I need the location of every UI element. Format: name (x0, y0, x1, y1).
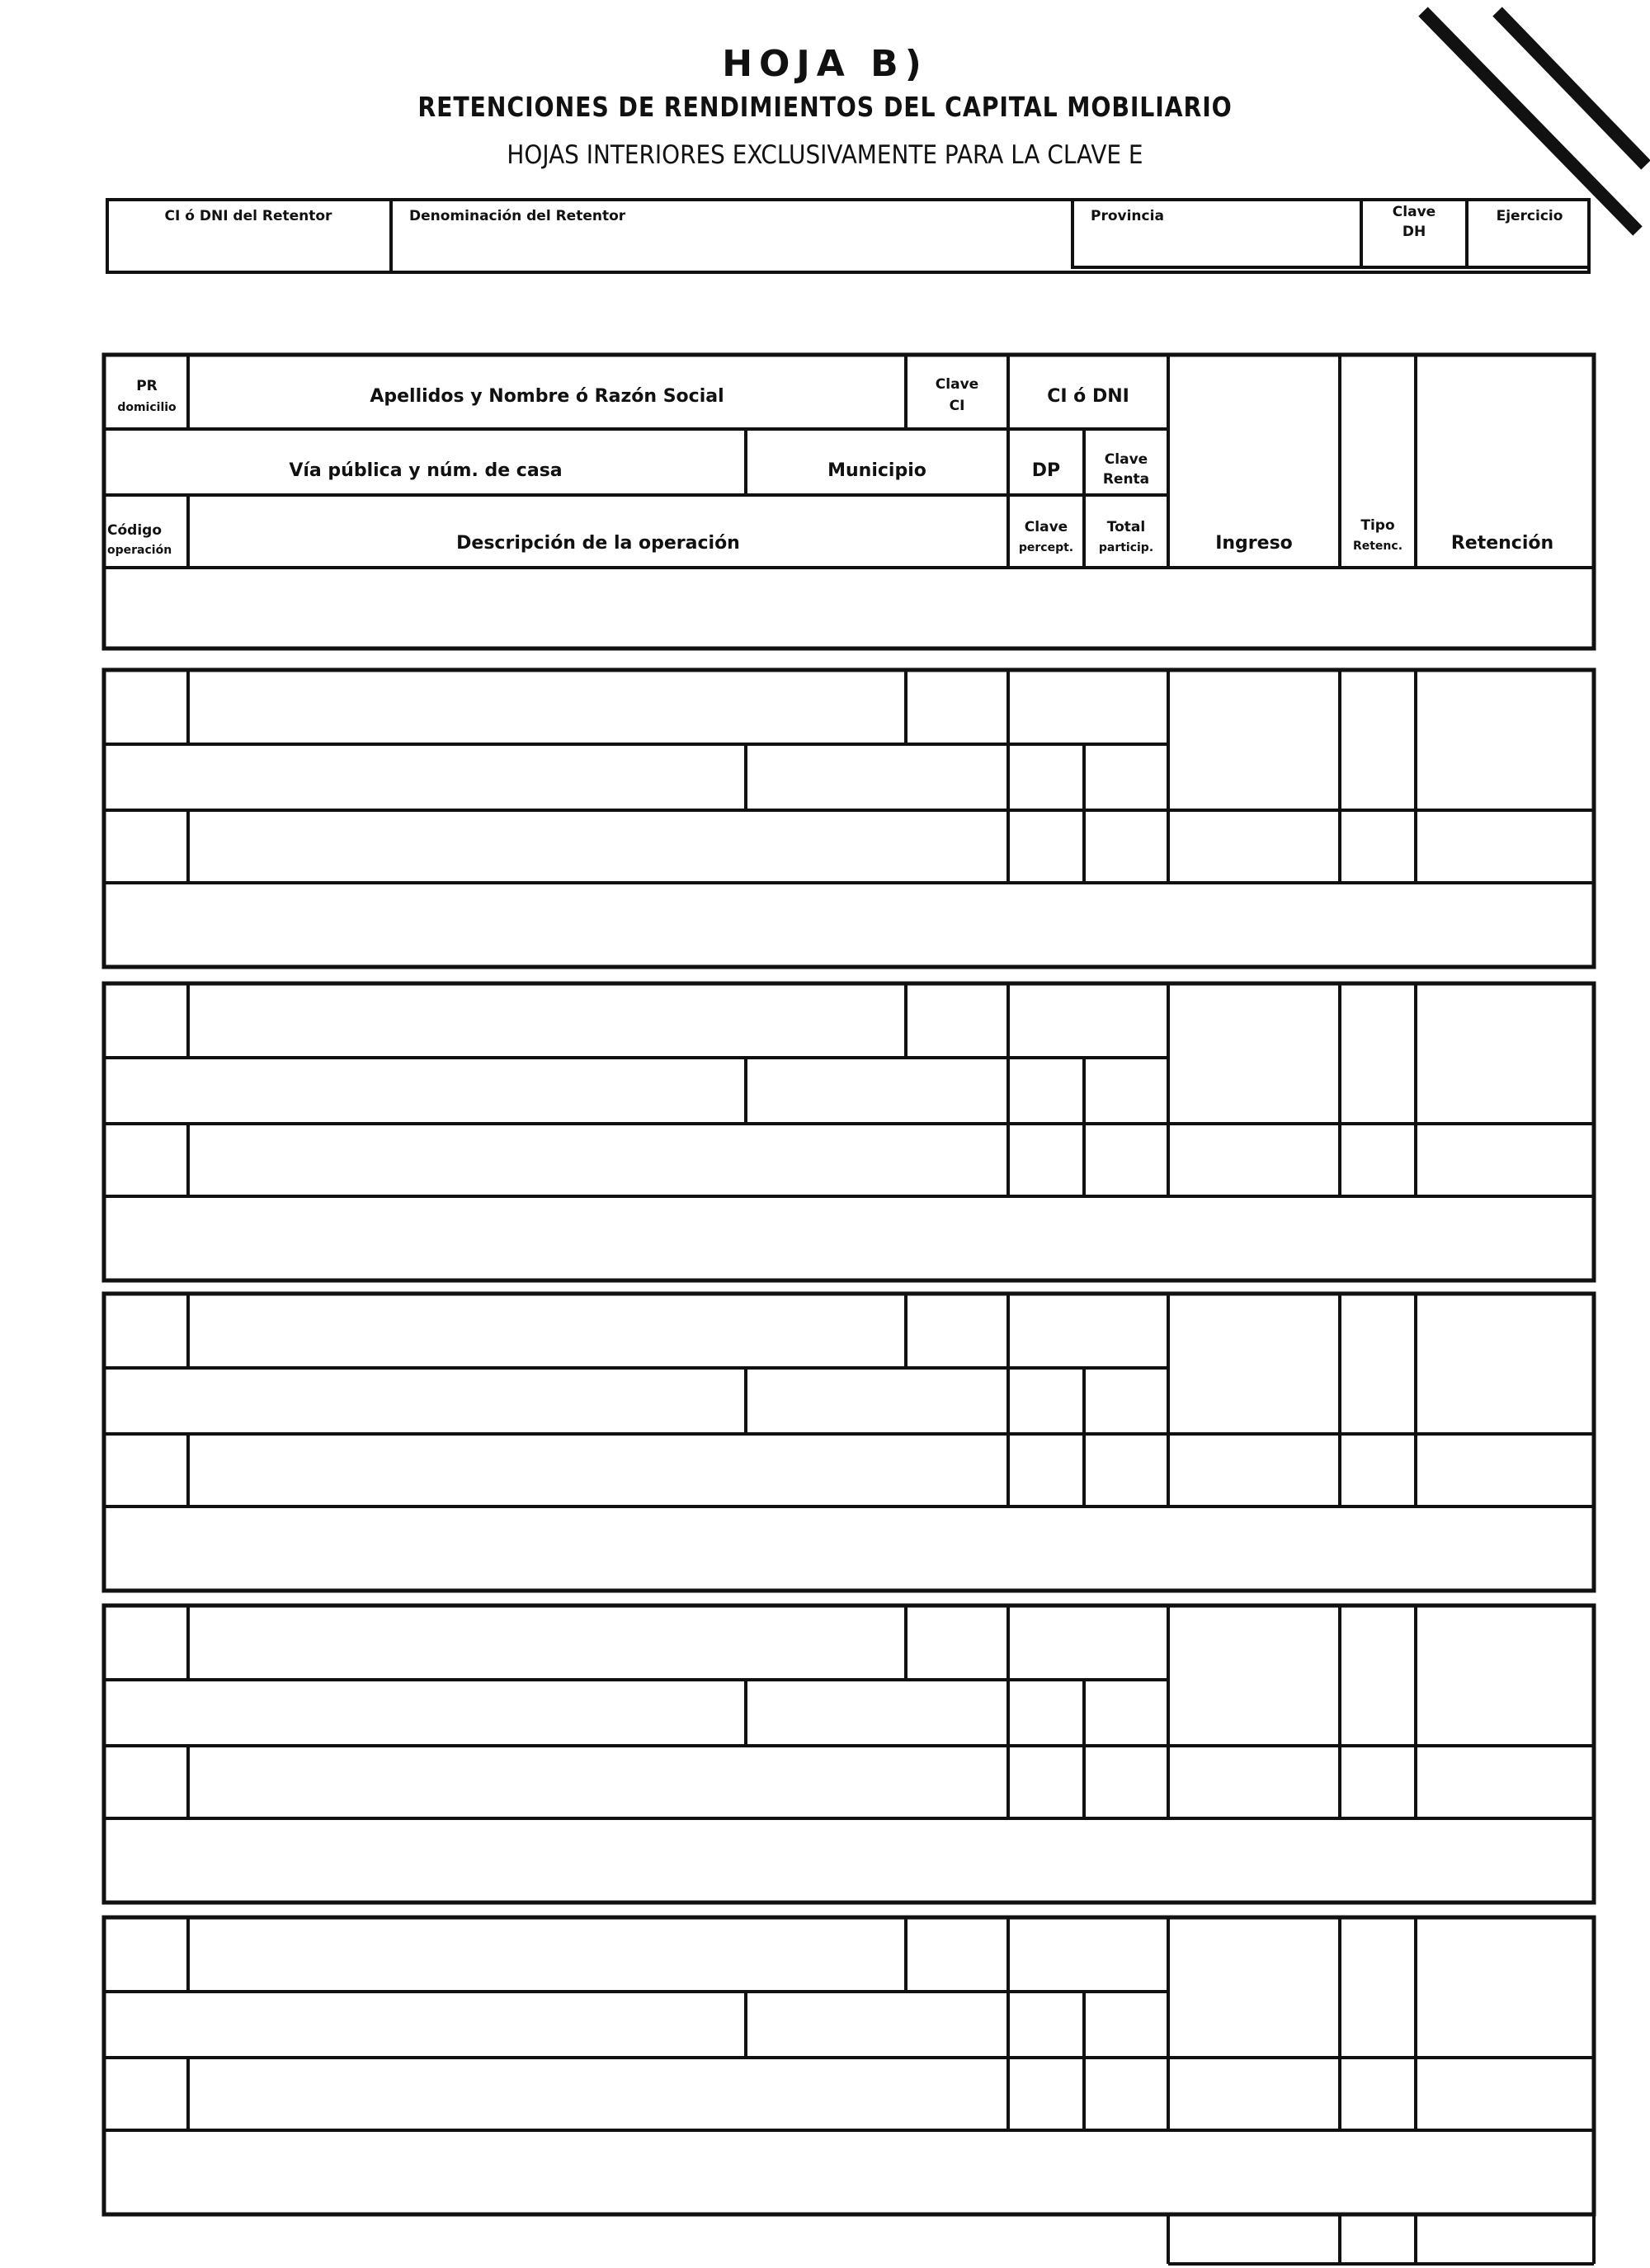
tipo-retenc-label-2: Retenc. (1352, 539, 1403, 553)
codigo-label-1: Código (107, 522, 162, 540)
retenedor-clave-dh-label-2: DH (1402, 224, 1426, 241)
clave-renta-label-1: Clave (1104, 451, 1148, 469)
clave-ci-label-1: Clave (935, 376, 979, 394)
record-block (104, 1606, 1594, 1903)
total-particip-label-1: Total (1106, 519, 1146, 536)
codigo-label-2: operación (107, 543, 172, 557)
retenedor-ejercicio-label: Ejercicio (1496, 208, 1563, 225)
pr-label-1: PR (136, 378, 158, 395)
ingreso-label: Ingreso (1215, 533, 1293, 554)
retenedor-ci-dni-label: CI ó DNI del Retentor (164, 208, 332, 225)
retencion-label: Retención (1450, 533, 1554, 554)
record-block (104, 1917, 1594, 2214)
clave-percept-label-1: Clave (1024, 519, 1068, 536)
retenedor-clave-dh-label-1: Clave (1392, 204, 1436, 221)
municipio-label: Municipio (827, 460, 926, 482)
via-publica-label: Vía pública y núm. de casa (289, 460, 563, 482)
record-block (104, 355, 1594, 648)
dp-label: DP (1031, 460, 1061, 482)
retenedor-denominacion-label: Denominación del Retentor (409, 208, 626, 225)
clave-percept-label-2: percept. (1018, 540, 1074, 554)
retenedor-provincia-label: Provincia (1091, 208, 1164, 225)
pr-label-2: domicilio (117, 400, 177, 414)
page-title: HOJA B) (722, 43, 928, 85)
apellidos-label: Apellidos y Nombre ó Razón Social (370, 386, 724, 408)
ci-dni-label: CI ó DNI (1047, 386, 1129, 408)
page-subtitle-2: HOJAS INTERIORES EXCLUSIVAMENTE PARA LA CLAVE E (507, 140, 1143, 170)
record-block (104, 1294, 1594, 1591)
record-block (104, 670, 1594, 967)
record-block (104, 983, 1594, 1280)
tipo-retenc-label-1: Tipo (1360, 517, 1395, 535)
total-particip-label-2: particip. (1098, 540, 1154, 554)
descripcion-label: Descripción de la operación (456, 533, 740, 554)
page-subtitle: RETENCIONES DE RENDIMIENTOS DEL CAPITAL MOBILIARIO (417, 91, 1233, 123)
clave-ci-label-2: CI (949, 398, 965, 415)
clave-renta-label-2: Renta (1102, 471, 1150, 488)
